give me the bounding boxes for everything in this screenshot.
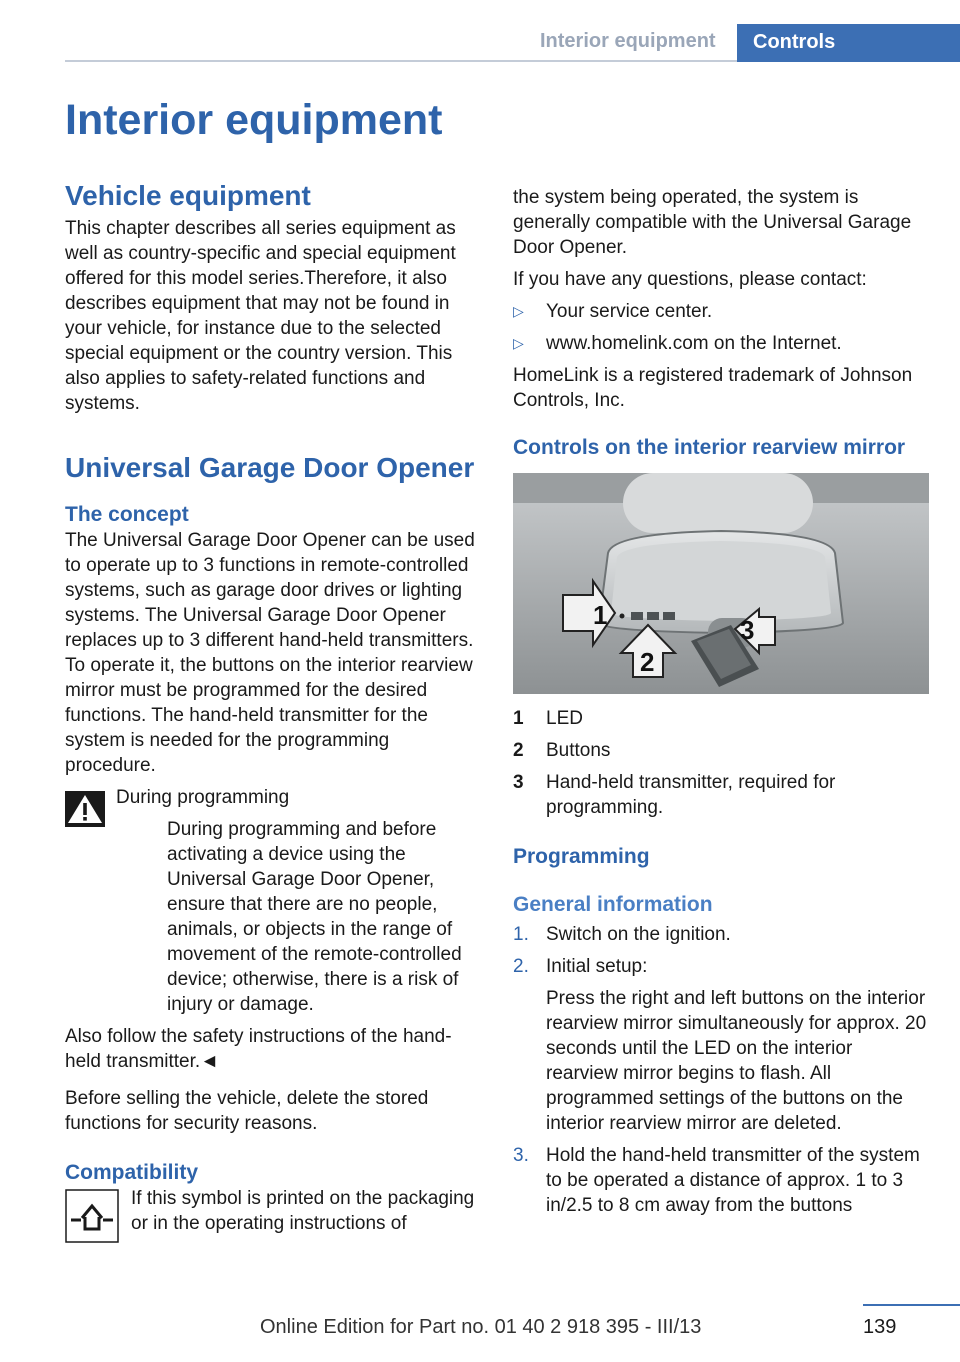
callout-2: 2 — [640, 647, 655, 677]
step-number: 2. — [513, 956, 529, 977]
warning-text-wrap — [116, 817, 483, 1017]
vehicle-equipment-text: This chapter describes all series equipment as well as country-specific and special equipment offered for this model series.Therefore, it also describes equipment that may not be found in your vehicle, for instance due to the selected special equipment or the country version. This also applies to safety-related functions and systems. — [65, 218, 456, 414]
warning-text: During programming and before activating a device using the Universal Garage Door Opener, ensure that there are no people, animals, or objects in the range of movement of the remote-controlled device; otherwise, there is a risk of injury or damage. — [167, 819, 462, 1015]
legend-text: LED — [546, 708, 583, 729]
warning-title: During programming — [116, 787, 290, 808]
step-item — [513, 1143, 929, 1218]
bullet-triangle-icon: ▷ — [513, 335, 524, 351]
contact-text: If you have any questions, please contact: — [513, 269, 867, 290]
step-text: Switch on the ignition. — [546, 924, 731, 945]
programming-steps — [513, 922, 929, 1218]
legend-item — [513, 706, 929, 731]
legend-number: 2 — [513, 740, 524, 761]
compatibility-cont-text: the system being operated, the system is generally compatible with the Universal Garage Door Opener. — [513, 187, 912, 258]
step-text: Hold the hand-held transmitter of the system to be operated a distance of approx. 1 to 3 in/2.5 to 8 cm away from the buttons — [546, 1145, 920, 1216]
legend-item — [513, 738, 929, 763]
warning-block — [65, 785, 483, 1017]
right-column — [513, 185, 929, 1225]
header-tab-controls: Controls — [737, 24, 960, 62]
concept-text: The Universal Garage Door Opener can be used to operate up to 3 functions in remote-controlled systems, such as garage door drives or lighting systems. The Universal Garage Door Opener replaces up to 3 different hand-held transmitters. To operate it, the buttons on the interior rearview mirror must be programmed for the desired functions. The hand-held transmitter for the system is needed for the programming procedure. — [65, 530, 475, 776]
selling-text: Before selling the vehicle, delete the stored functions for security reasons. — [65, 1088, 429, 1134]
compatibility-block — [65, 1186, 483, 1236]
warning-triangle-icon — [65, 791, 105, 827]
contact-item — [513, 331, 929, 356]
footer-rule — [863, 1304, 960, 1306]
vehicle-equipment-heading: Vehicle equipment — [65, 180, 311, 211]
legend-number: 3 — [513, 772, 524, 793]
rearview-mirror-photo — [513, 473, 929, 694]
step-text: Initial setup: — [546, 956, 648, 977]
legend-item — [513, 770, 929, 820]
step-item — [513, 954, 929, 1136]
contact-item — [513, 299, 929, 324]
step-number: 1. — [513, 924, 529, 945]
step-subtext: Press the right and left buttons on the interior rearview mirror simultaneously for approx. 20 seconds until the LED on the interior rearview mirror begins to flash. All programmed settings of the buttons on the interior rearview mirror are deleted. — [546, 988, 927, 1134]
page-title: Interior equipment — [65, 96, 443, 144]
footer-edition: Online Edition for Part no. 01 40 2 918 395 - III/13 — [260, 1316, 702, 1338]
compatibility-text: If this symbol is printed on the packaging or in the operating instructions of — [131, 1188, 475, 1234]
callout-3: 3 — [740, 615, 755, 645]
step-item — [513, 922, 929, 947]
contact-item-text: Your service center. — [546, 301, 713, 322]
programming-heading: Programming — [513, 845, 650, 868]
image-legend — [513, 706, 929, 820]
header-rule — [65, 60, 737, 62]
callout-1: 1 — [593, 600, 608, 630]
bullet-triangle-icon: ▷ — [513, 303, 524, 319]
legend-number: 1 — [513, 708, 524, 729]
trademark-text: HomeLink is a registered trademark of Johnson Controls, Inc. — [513, 365, 913, 411]
contact-item-text: www.homelink.com on the Internet. — [546, 333, 842, 354]
compatibility-heading: Compatibility — [65, 1161, 199, 1184]
page-number: 139 — [863, 1316, 897, 1338]
legend-text: Buttons — [546, 740, 611, 761]
ugdo-heading: Universal Garage Door Opener — [65, 452, 475, 483]
garage-house-icon — [65, 1189, 119, 1243]
step-number: 3. — [513, 1145, 529, 1166]
concept-heading: The concept — [65, 503, 189, 526]
left-column — [65, 180, 483, 1243]
legend-text: Hand-held transmitter, required for programming. — [546, 772, 836, 818]
general-information-heading: General information — [513, 893, 713, 916]
header-section-label: Interior equipment — [540, 30, 716, 52]
safety-text: Also follow the safety instructions of the hand-held transmitter.◄ — [65, 1026, 452, 1072]
controls-heading: Controls on the interior rearview mirror — [513, 436, 906, 459]
contact-list — [513, 299, 929, 356]
